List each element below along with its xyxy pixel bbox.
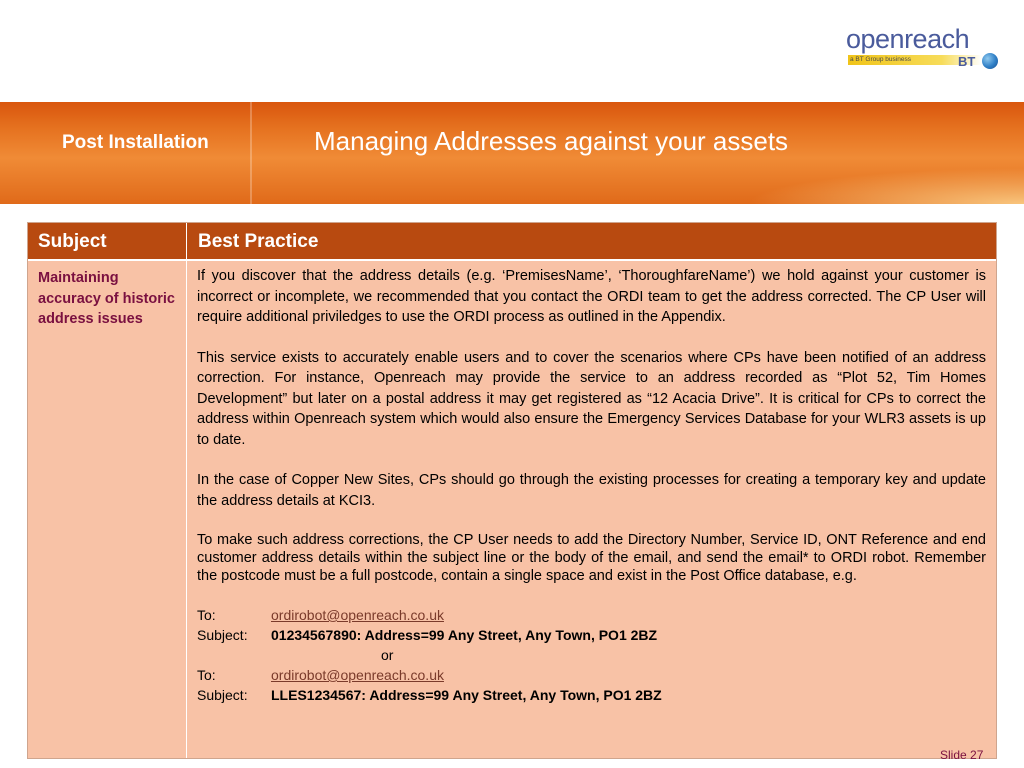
table-header-row bbox=[28, 223, 996, 259]
bt-logo-text: BT bbox=[958, 54, 976, 69]
header-subject: Subject bbox=[38, 231, 107, 252]
bt-globe-icon bbox=[982, 53, 998, 69]
paragraph-service-purpose: This service exists to accurately enable users and to cover the scenarios where CPs have been notified of an address correction. For instance, Openreach may provide the service to an address recorded as “Plot 52, Tim Homes Development” but later on a postal address it may get registered as “12 Acacia Drive”. It is critical for CPs to correct the address within Openreach system which would also ensure the Emergency Services Database for your WLR3 assets is up to date. bbox=[197, 349, 986, 448]
or-separator: or bbox=[381, 647, 394, 663]
header-best-practice: Best Practice bbox=[198, 231, 319, 252]
slide-number: Slide 27 bbox=[940, 748, 984, 762]
logo-wordmark: openreach bbox=[846, 24, 970, 54]
paragraph-how-to-correct: To make such address corrections, the CP User needs to add the Directory Number, Service ID, ONT Reference and end customer address details within the subject line or the body of the email, and send the email* to ORDI robot. Remember the postcode must be a full postcode, contain a single space and exist in the Post Office database, e.g. bbox=[197, 532, 986, 584]
section-label: Post Installation bbox=[62, 132, 209, 153]
ordi-email-link[interactable]: ordirobot@openreach.co.uk bbox=[271, 667, 444, 683]
example-2-subject bbox=[197, 685, 986, 705]
best-practice-table bbox=[27, 222, 997, 759]
to-label: To: bbox=[197, 607, 216, 623]
ordi-email-link[interactable]: ordirobot@openreach.co.uk bbox=[271, 607, 444, 623]
slide-title: Managing Addresses against your assets bbox=[314, 126, 789, 156]
header-band bbox=[0, 102, 1024, 204]
subject-label: Subject: bbox=[197, 627, 248, 643]
subject-cell: Maintaining accuracy of historic address issues bbox=[38, 270, 175, 327]
row-divider bbox=[28, 259, 996, 261]
example-subject-2: LLES1234567: Address=99 Any Street, Any Town, PO1 2BZ bbox=[271, 687, 662, 703]
example-1-subject bbox=[197, 625, 986, 645]
example-subject-1: 01234567890: Address=99 Any Street, Any Town, PO1 2BZ bbox=[271, 627, 658, 643]
example-1-to bbox=[197, 605, 986, 625]
to-label: To: bbox=[197, 667, 216, 683]
header-divider bbox=[250, 102, 252, 204]
bt-logo bbox=[958, 53, 1002, 71]
example-2-to bbox=[197, 665, 986, 685]
column-divider bbox=[186, 223, 187, 758]
logo-tagline: a BT Group business bbox=[850, 56, 911, 63]
paragraph-copper-new-sites: In the case of Copper New Sites, CPs should go through the existing processes for creating a temporary key and update the address details at KCI3. bbox=[197, 472, 986, 509]
subject-label: Subject: bbox=[197, 687, 248, 703]
paragraph-contact-ordi: If you discover that the address details (e.g. ‘PremisesName’, ‘ThoroughfareName’) we hold against your customer is incorrect or incomplete, we recommended that you contact the ORDI team to get the address corrected. The CP User will require additional priviledges to use the ORDI process as outlined in the Appendix. bbox=[197, 268, 986, 325]
openreach-logo bbox=[846, 24, 1006, 74]
best-practice-cell bbox=[197, 266, 986, 705]
header-glow bbox=[700, 162, 1024, 204]
